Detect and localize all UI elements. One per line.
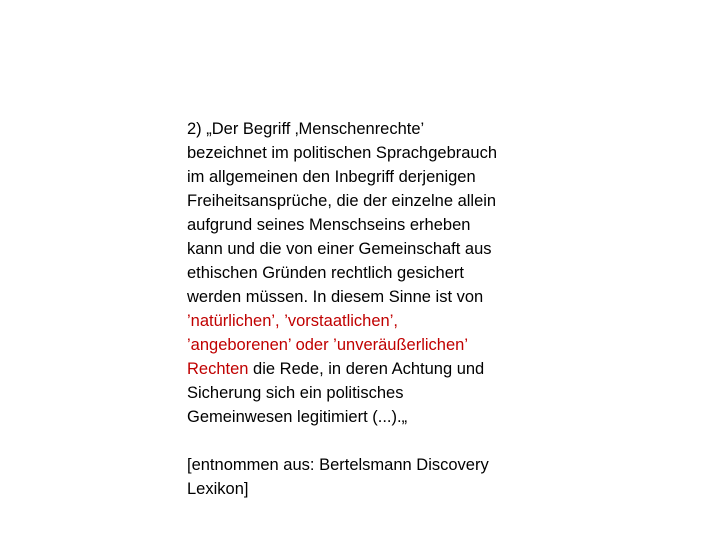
quote-line-6: kann und die von einer Gemeinschaft aus bbox=[187, 240, 492, 258]
quote-line-5: aufgrund seines Menschseins erheben bbox=[187, 216, 471, 234]
quote-line-7: ethischen Gründen rechtlich gesichert bbox=[187, 264, 464, 282]
paragraph-gap bbox=[187, 429, 547, 453]
source-line-2: Lexikon] bbox=[187, 480, 249, 498]
source-line-1: [entnommen aus: Bertelsmann Discovery bbox=[187, 456, 489, 474]
quote-line-4: Freiheitsansprüche, die der einzelne allein bbox=[187, 192, 497, 210]
quote-text-block bbox=[187, 117, 547, 501]
quote-line-2: bezeichnet im politischen Sprachgebrauch bbox=[187, 144, 498, 162]
quote-highlight-line-2: ’angeborenen’ oder ’unveräußerlichen’ bbox=[187, 336, 468, 354]
quote-line-8: werden müssen. In diesem Sinne ist von bbox=[187, 288, 484, 306]
quote-line-rechten-rest: die Rede, in deren Achtung und bbox=[248, 360, 485, 378]
quote-line-1: 2) „Der Begriff ‚Menschenrechte’ bbox=[187, 120, 425, 138]
quote-line-3: im allgemeinen den Inbegriff derjenigen bbox=[187, 168, 476, 186]
quote-line-rechten bbox=[187, 357, 547, 381]
quote-closing-line-2: Gemeinwesen legitimiert (...).„ bbox=[187, 408, 408, 426]
quote-highlight-word: Rechten bbox=[187, 360, 249, 378]
quote-highlight-line-1: ’natürlichen’, ’vorstaatlichen’, bbox=[187, 312, 398, 330]
quote-closing-line-1: Sicherung sich ein politisches bbox=[187, 384, 404, 402]
